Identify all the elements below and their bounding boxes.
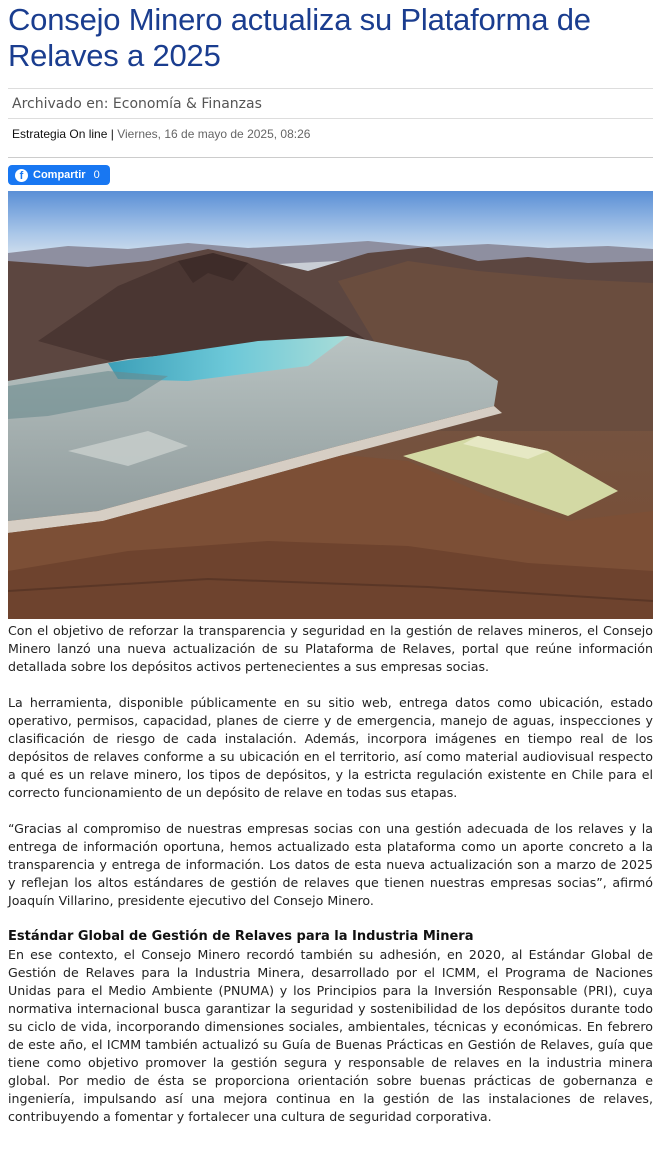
article-title: Consejo Minero actualiza su Plataforma de Relaves a 2025 <box>8 2 591 73</box>
byline <box>8 119 653 158</box>
article-body <box>8 622 653 1126</box>
share-count: 0 <box>93 169 100 181</box>
share-label: Compartir <box>33 169 86 181</box>
article <box>8 0 653 1144</box>
facebook-icon: f <box>15 169 28 182</box>
section-heading: Estándar Global de Gestión de Relaves para la Industria Minera <box>8 929 474 944</box>
article-photo <box>8 191 653 619</box>
section-paragraph: En ese contexto, el Consejo Minero recordó también su adhesión, en 2020, al Estándar Global de Gestión de Relaves para la Industria Minera, desarrollado por el ICMM, el Programa de Naciones Unidas para el Medio Ambiente (PNUMA) y los Principios para la Inversión Responsable (PRI), cuya normativa internacional busca garantizar la seguridad y sostenibilidad de los depósitos durante todo su ciclo de vida, incorporando dimensiones sociales, ambientales, técnicas y económicas. En febrero de este año, el ICMM también actualizó su Guía de Buenas Prácticas en Gestión de Relaves, guía que tiene como objetivo promover la gestión segura y responsable de relaves en la industria minera global. Por medio de ésta se proporciona orientación sobre buenas prácticas de gobernanza e ingeniería, impulsando así una mejora continua en la gestión de las instalaciones de relaves, contribuyendo a fomentar y fortalecer una cultura de seguridad corporativa. <box>8 947 653 1124</box>
category-link[interactable]: Economía & Finanzas <box>112 96 262 112</box>
archived-label: Archivado en: <box>12 96 109 112</box>
byline-separator: | <box>110 127 114 141</box>
archived-bar <box>8 88 653 119</box>
paragraph-3: “Gracias al compromiso de nuestras empresas socias con una gestión adecuada de los relaves y la entrega de información oportuna, hemos actualizado esta plataforma como un aporte concreto a la transparencia y entrega de información. Los datos de esta nueva actualización son a marzo de 2025 y reflejan los altos estándares de gestión de relaves que tienen nuestras empresas socias”, afirmó Joaquín Villarino, presidente ejecutivo del Consejo Minero. <box>8 821 653 908</box>
paragraph-1: Con el objetivo de reforzar la transparencia y seguridad en la gestión de relaves mineros, el Consejo Minero lanzó una nueva actualización de su Plataforma de Relaves, portal que reúne información detallada sobre los depósitos activos pertenecientes a sus empresas socias. <box>8 623 653 674</box>
source-name: Estrategia On line <box>12 127 108 141</box>
publish-date: Viernes, 16 de mayo de 2025, 08:26 <box>117 127 311 141</box>
paragraph-2: La herramienta, disponible públicamente en su sitio web, entrega datos como ubicación, estado operativo, permisos, capacidad, planes de cierre y de emergencia, manejo de aguas, inspecciones y clasificación de riesgo de cada instalación. Además, incorpora imágenes en tiempo real de los depósitos de relaves conforme a su ubicación en el territorio, así como material audiovisual respecto a qué es un relave minero, los tipos de depósitos, y la estricta regulación existente en Chile para el correcto funcionamiento de un depósito de relave en todas sus etapas. <box>8 695 653 800</box>
facebook-share-button[interactable] <box>8 165 110 185</box>
